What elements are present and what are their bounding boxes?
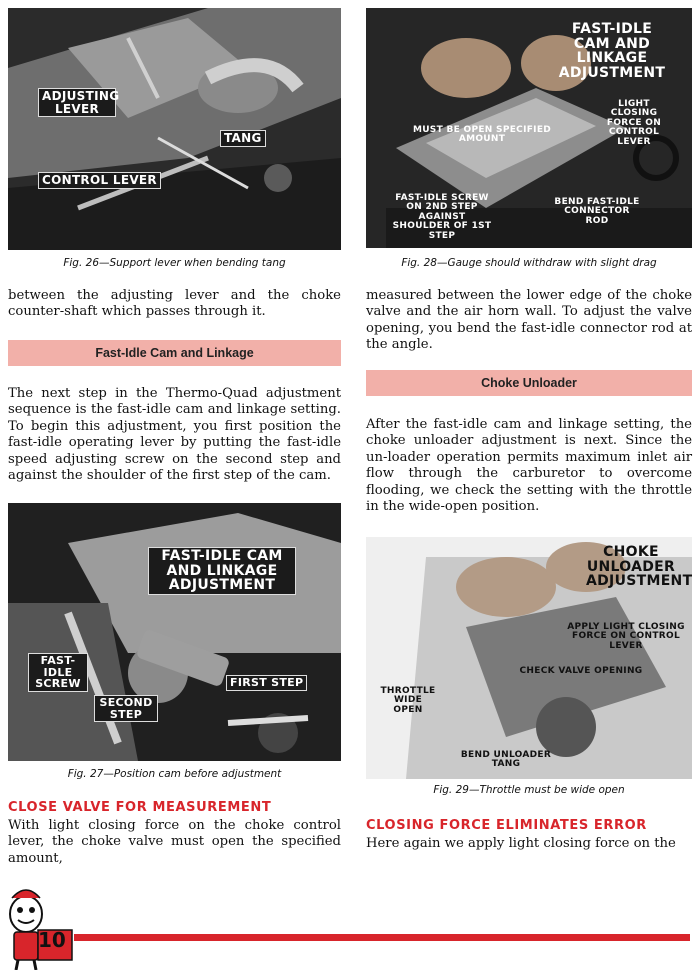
carburetor-photo-illustration [8,8,341,250]
label-adjusting-lever: ADJUSTING LEVER [38,88,116,117]
fig29-title: CHOKE UNLOADER ADJUSTMENT [586,544,692,590]
label-second-step: SECOND STEP [94,695,158,722]
label-apply-light-closing: APPLY LIGHT CLOSING FORCE ON CONTROL LEVER [567,622,685,651]
fig28-photo [366,8,692,248]
fig27-title: FAST-IDLE CAM AND LINKAGE ADJUSTMENT [148,547,296,595]
right-paragraph-3: Here again we apply light closing force on the [366,836,676,851]
fig27-photo [8,503,341,761]
heading-close-valve: CLOSE VALVE FOR MEASUREMENT [8,800,272,815]
label-fast-idle-screw: FAST-IDLE SCREW ON 2ND STEP AGAINST SHOULDER OF 1ST STEP [392,193,492,241]
fig28-title: FAST-IDLE CAM AND LINKAGE ADJUSTMENT [558,21,666,82]
label-throttle-wide-open: THROTTLE WIDE OPEN [380,686,436,715]
label-bend-connector-rod: BEND FAST-IDLE CONNECTOR ROD [554,197,640,226]
page-number: 10 [38,928,66,952]
fig29-caption: Fig. 29—Throttle must be wide open [433,784,625,796]
fig27-caption: Fig. 27—Position cam before adjustment [67,768,282,780]
label-light-closing-force: LIGHT CLOSING FORCE ON CONTROL LEVER [606,99,662,147]
label-bend-unloader-tang: BEND UNLOADER TANG [460,750,552,770]
footer-rule [74,934,690,941]
left-paragraph-1: between the adjusting lever and the choke counter-shaft which passes through it. [8,288,341,320]
label-tang: TANG [220,130,266,147]
right-paragraph-1: measured between the lower edge of the choke valve and the air horn wall. To adjust the valve opening, you bend the fast-idle connector rod at the angle. [366,288,692,353]
section-band-choke-unloader: Choke Unloader [366,370,692,396]
label-check-valve-opening: CHECK VALVE OPENING [519,666,643,676]
heading-closing-force: CLOSING FORCE ELIMINATES ERROR [366,818,647,833]
cam-illustration [8,503,341,761]
label-fast-idle-screw: FAST-IDLE SCREW [28,653,88,692]
label-control-lever: CONTROL LEVER [38,172,161,189]
fig26-caption: Fig. 26—Support lever when bending tang [63,257,286,269]
label-must-be-open: MUST BE OPEN SPECIFIED AMOUNT [412,125,552,145]
section-band-fast-idle: Fast-Idle Cam and Linkage [8,340,341,366]
fig29-photo [366,537,692,779]
label-first-step: FIRST STEP [226,675,307,691]
right-paragraph-2: After the fast-idle cam and linkage setting, the choke unloader adjustment is next. Since the un-loader operation permits maximum inlet air flow through the carburetor to overcome flooding, we check the setting with the throttle in the wide-open position. [366,417,692,515]
fig28-caption: Fig. 28—Gauge should withdraw with slight drag [401,257,657,269]
left-paragraph-2: The next step in the Thermo-Quad adjustment sequence is the fast-idle cam and linkage setting. To begin this adjustment, you first position the fast-idle operating lever by putting the fast-idle speed adjusting screw on the second step and against the shoulder of the first step of the cam. [8,386,341,484]
fig26-photo [8,8,341,250]
mascot-icon [4,884,74,970]
left-paragraph-3: With light closing force on the choke control lever, the choke valve must open the specified amount, [8,818,341,866]
